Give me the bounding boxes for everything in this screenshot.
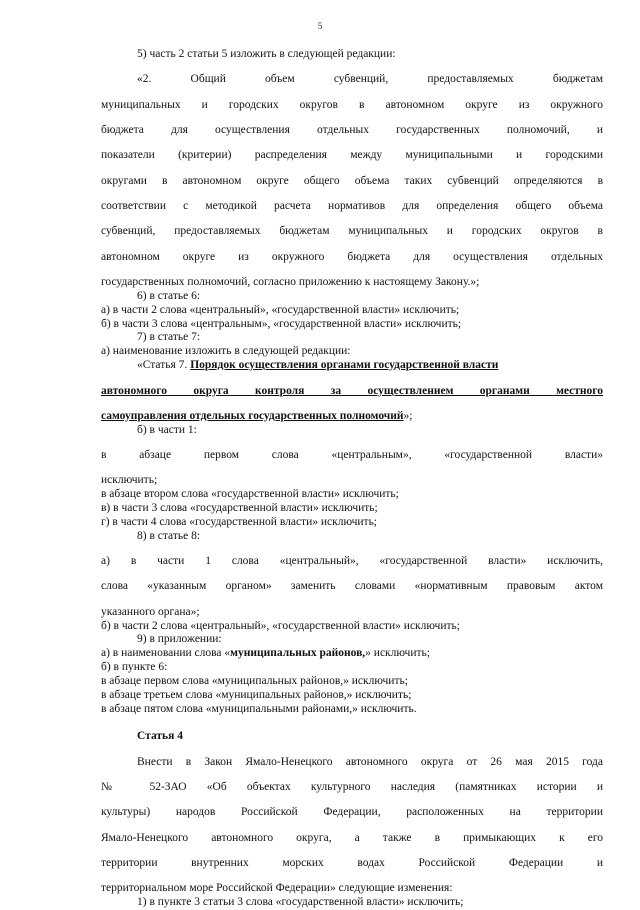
text-line: в абзаце первом слова «центральным», «государственной власти»	[101, 449, 603, 462]
page-number: 5	[317, 21, 323, 31]
text-line: исключить;	[101, 474, 158, 487]
text-line: 9) в приложении:	[137, 633, 222, 646]
text-line: № 52-ЗАО «Об объектах культурного наследия (памятниках истории и	[101, 781, 603, 794]
text-line: слова «указанным органом» заменить словами «нормативным правовым актом	[101, 580, 603, 593]
article-4-heading: Статья 4	[137, 730, 183, 743]
appendix-title-line	[101, 647, 603, 661]
article-7-title-part: автономного округа контроля за осуществлением органами местного	[101, 384, 603, 397]
blank-line	[101, 717, 603, 731]
text-line: б) в пункте 6:	[101, 661, 168, 674]
text-line: в абзаце пятом слова «муниципальными районами,» исключить.	[101, 702, 417, 715]
quote-close: »;	[403, 409, 413, 422]
text-line: б) в части 1:	[137, 423, 197, 436]
text-line: а) наименование изложить в следующей редакции:	[101, 345, 351, 358]
text-line: «2. Общий объем субвенций, предоставляемых бюджетам	[137, 73, 603, 86]
text-line: Ямало-Ненецкого автономного округа, а также в примыкающих к его	[101, 831, 603, 844]
text-line: автономном округе из окружного бюджета для осуществления отдельных	[101, 250, 603, 263]
article-7-title-part: Порядок осуществления органами государственной власти	[190, 359, 499, 372]
text-line: округами в автономном округе общего объема таких субвенций определяются в	[101, 174, 603, 187]
text-line: в абзаце первом слова «муниципальных районов,» исключить;	[101, 675, 408, 687]
text-line: культуры) народов Российской Федерации, расположенных на территории	[101, 806, 603, 819]
bold-term: муниципальных районов,	[230, 647, 366, 660]
text-line: а) в части 1 слова «центральный», «государственной власти» исключить,	[101, 555, 603, 568]
document-body	[101, 48, 603, 910]
article-7-prefix: «Статья 7.	[137, 359, 188, 372]
text-line: в абзаце третьем слова «муниципальных районов,» исключить;	[101, 688, 412, 701]
text-line: в абзаце втором слова «государственной власти» исключить;	[101, 488, 399, 501]
text-line: территориальном море Российской Федерации» следующие изменения:	[101, 882, 453, 895]
text-fragment: а) в наименовании слова «	[101, 647, 231, 660]
text-line: 1) в пункте 3 статьи 3 слова «государственной власти» исключить;	[137, 896, 464, 909]
text-line: 5) часть 2 статьи 5 изложить в следующей редакции:	[137, 48, 396, 60]
text-line: Внести в Закон Ямало-Ненецкого автономного округа от 26 мая 2015 года	[137, 755, 603, 768]
text-line: государственных полномочий, согласно приложению к настоящему Закону.»;	[101, 276, 480, 289]
text-line: а) в части 2 слова «центральный», «государственной власти» исключить;	[101, 303, 460, 316]
text-line: б) в части 3 слова «центральным», «государственной власти» исключить;	[101, 317, 462, 330]
article-7-title-line	[101, 359, 603, 373]
text-line: муниципальных и городских округов в автономном округе из окружного	[101, 98, 603, 111]
text-line: бюджета для осуществления отдельных государственных полномочий, и	[101, 124, 603, 137]
text-line: территории внутренних морских водах Российской Федерации и	[101, 857, 603, 870]
text-line: 6) в статье 6:	[137, 289, 201, 302]
article-7-title-end	[101, 410, 603, 424]
text-line: 8) в статье 8:	[137, 529, 201, 542]
text-line: б) в части 2 слова «центральный», «государственной власти» исключить;	[101, 619, 460, 632]
text-line: г) в части 4 слова «государственной власти» исключить;	[101, 515, 378, 528]
text-line: показатели (критерии) распределения между муниципальными и городскими	[101, 149, 603, 162]
text-fragment: » исключить;	[365, 647, 430, 660]
text-line: субвенций, предоставляемых бюджетам муниципальных и городских округов в	[101, 225, 603, 238]
text-line: соответствии с методикой расчета нормативов для определения общего объема	[101, 200, 603, 213]
text-line: указанного органа»;	[101, 605, 200, 618]
text-line: в) в части 3 слова «государственной власти» исключить;	[101, 502, 378, 515]
article-7-title-part: самоуправления отдельных государственных полномочий	[101, 409, 404, 422]
text-line: 7) в статье 7:	[137, 331, 201, 344]
